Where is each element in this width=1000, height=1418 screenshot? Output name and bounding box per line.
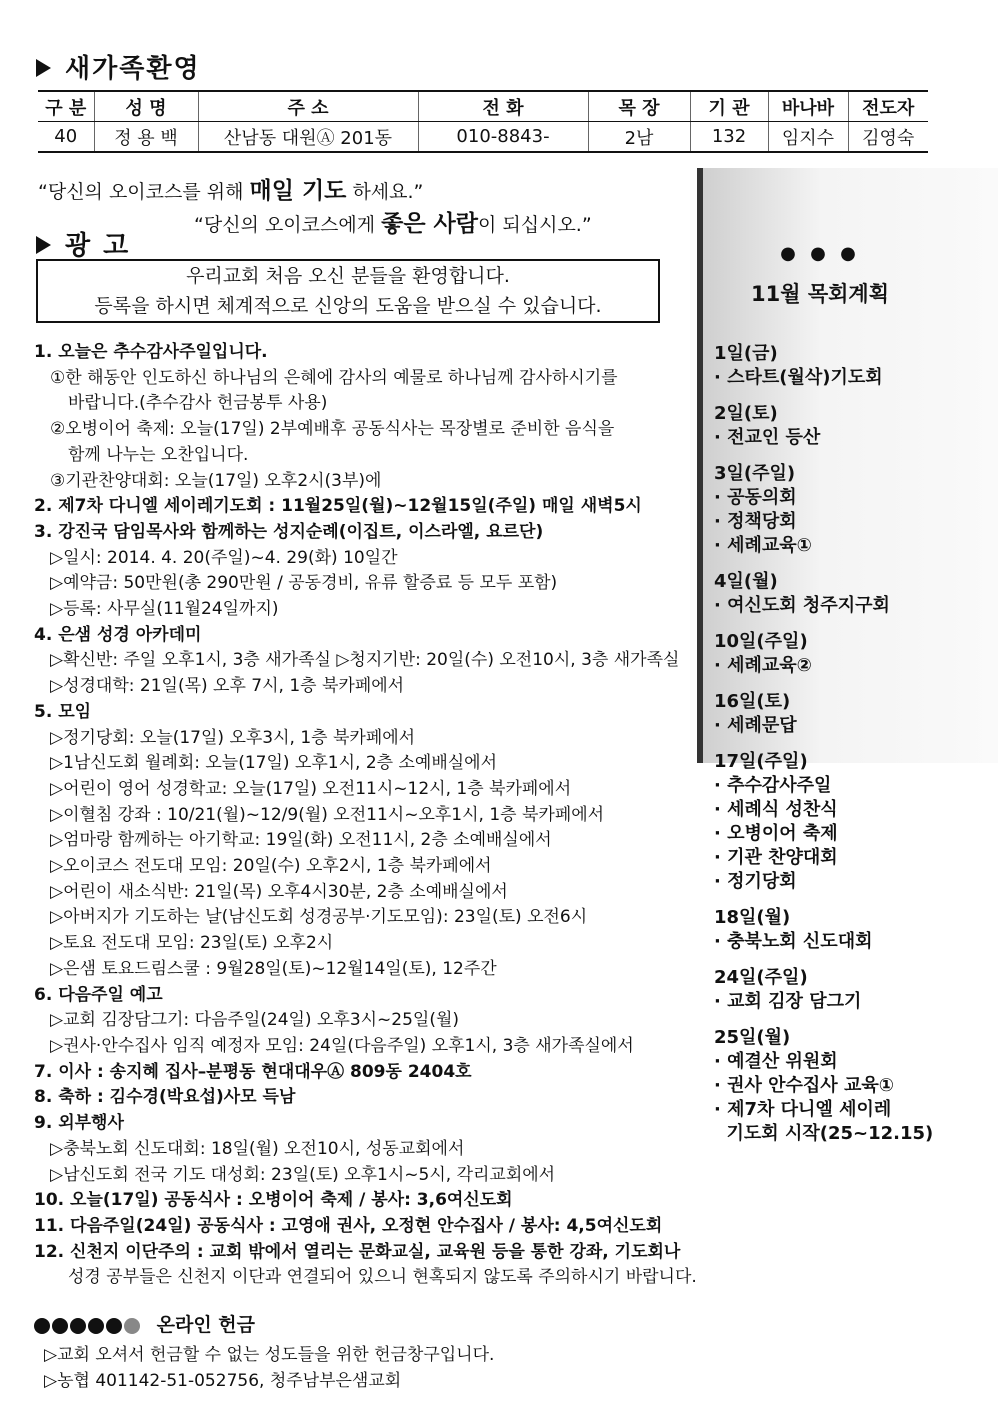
quote-text: 하세요.”	[346, 181, 424, 203]
schedule-event: · 교회 김장 담그기	[714, 991, 862, 1012]
welcome-line: 우리교회 처음 오신 분들을 환영합니다.	[186, 265, 510, 287]
notice-heading: 11. 다음주일(24일) 공동식사 : 고영애 권사, 오정현 안수집사 / 봉사: 4,5여신도회	[34, 1215, 663, 1236]
schedule-date: 1일(금)	[714, 343, 778, 364]
notices-list	[34, 340, 697, 1291]
quote-prayer	[38, 172, 423, 205]
notice-item: ▷어린이 새소식반: 21일(목) 오후4시30분, 2층 소예배실에서	[50, 881, 508, 902]
notice-item: ▷교회 김장담그기: 다음주일(24일) 오후3시~25일(월)	[50, 1010, 460, 1031]
notice-heading: 4. 은샘 성경 아카데미	[34, 624, 202, 645]
schedule-event: · 전교인 등산	[714, 427, 821, 448]
table-cell: 김영숙	[848, 122, 928, 153]
notice-item: ▷오이코스 전도대 모임: 20일(수) 오후2시, 1층 북카페에서	[50, 856, 492, 877]
schedule-date: 17일(주일)	[714, 751, 808, 772]
header-cell: 전도자	[848, 91, 928, 122]
table-cell: 2남	[588, 122, 690, 153]
quote-good-person	[194, 205, 592, 238]
notice-item: ▷남신도회 전국 기도 대성회: 23일(토) 오후1시~5시, 각리교회에서	[50, 1164, 556, 1185]
notice-item: ▷엄마랑 함께하는 아기학교: 19일(화) 오전11시, 2층 소예배실에서	[50, 830, 552, 851]
new-family-table	[38, 90, 928, 153]
schedule-date: 4일(월)	[714, 571, 778, 592]
triangle-bullet-icon	[36, 236, 51, 254]
notice-item: ▷권사·안수집사 임직 예정자 모임: 24일(다음주일) 오후1시, 3층 새가족실에서	[50, 1035, 634, 1056]
online-offering-line: ▷교회 오셔서 헌금할 수 없는 성도들을 위한 헌금창구입니다.	[44, 1345, 495, 1365]
schedule-event: · 정기당회	[714, 871, 797, 892]
online-offering-info	[44, 1342, 494, 1394]
table-cell: 132	[690, 122, 768, 153]
schedule-title: 11월 목회계획	[751, 282, 889, 306]
header-cell: 바나바	[768, 91, 848, 122]
quote-text: “당신의 오이코스에게	[194, 214, 382, 236]
notice-heading: 1. 오늘은 추수감사주일입니다.	[34, 342, 268, 362]
schedule-date: 3일(주일)	[714, 463, 796, 484]
notice-item: 바랍니다.(추수감사 헌금봉투 사용)	[68, 393, 328, 414]
table-header-row	[38, 91, 928, 122]
schedule-event: · 세례문답	[714, 715, 797, 736]
schedule-list	[714, 342, 984, 1146]
header-cell: 목 장	[588, 91, 690, 122]
notice-heading: 3. 강진국 담임목사와 함께하는 성지순례(이집트, 이스라엘, 요르단)	[34, 521, 544, 542]
quote-emphasis: 좋은 사람	[381, 211, 478, 237]
notice-item: ③기관찬양대회: 오늘(17일) 오후2시(3부)에	[50, 470, 382, 491]
new-family-heading	[36, 48, 201, 85]
table-cell: 정 용 백	[94, 122, 198, 153]
new-family-title: 새가족환영	[65, 54, 201, 84]
notice-item: ▷1남신도회 월례회: 오늘(17일) 오후1시, 2층 소예배실에서	[50, 753, 498, 774]
notice-item: ▷정기당회: 오늘(17일) 오후3시, 1층 북카페에서	[50, 727, 416, 748]
notice-heading: 12. 신천지 이단주의 : 교회 밖에서 열리는 문화교실, 교육원 등을 통한 강좌, 기도회나	[34, 1241, 681, 1262]
schedule-event: · 세례교육①	[714, 535, 812, 556]
schedule-event: · 세례식 성찬식	[714, 799, 838, 820]
notice-heading: 10. 오늘(17일) 공동식사 : 오병이어 축제 / 봉사: 3,6여신도회	[34, 1190, 513, 1211]
notice-heading: 6. 다음주일 예고	[34, 984, 163, 1005]
schedule-event: · 권사 안수집사 교육①	[714, 1075, 894, 1096]
notice-item: ▷충북노회 신도대회: 18일(월) 오전10시, 성동교회에서	[50, 1138, 465, 1159]
ads-title: 광 고	[65, 231, 131, 261]
notice-item: ①한 해동안 인도하신 하나님의 은혜에 감사의 예물로 하나님께 감사하시기를	[50, 367, 618, 388]
bank-account-line: ▷농협 401142-51-052756, 청주남부은샘교회	[44, 1371, 402, 1391]
schedule-event: 기도회 시작(25~12.15)	[714, 1123, 934, 1144]
welcome-box	[36, 259, 660, 323]
notice-item: ▷확신반: 주일 오후1시, 3층 새가족실 ▷청지기반: 20일(수) 오전10시, 3층 새가족실	[50, 650, 680, 671]
header-cell: 기 관	[690, 91, 768, 122]
welcome-line: 등록을 하시면 체계적으로 신앙의 도움을 받으실 수 있습니다.	[94, 295, 602, 317]
notice-heading: 9. 외부행사	[34, 1113, 124, 1134]
dots-icon	[34, 1314, 142, 1336]
notice-item: ▷토요 전도대 모임: 23일(토) 오후2시	[50, 933, 334, 954]
notice-item: ▷이혈침 강좌 : 10/21(월)~12/9(월) 오전11시~오후1시, 1층 북카페에서	[50, 804, 605, 825]
schedule-date: 25일(월)	[714, 1027, 791, 1048]
notice-item: 함께 나누는 오찬입니다.	[68, 444, 249, 465]
sidebar-dots: ● ● ●	[780, 243, 860, 264]
online-offering-heading	[34, 1310, 255, 1337]
schedule-event: · 추수감사주일	[714, 775, 832, 796]
notice-heading: 2. 제7차 다니엘 세이레기도회 : 11월25일(월)~12월15일(주일) 매일 새벽5시	[34, 496, 642, 517]
schedule-event: · 오병이어 축제	[714, 823, 838, 844]
quote-emphasis: 매일 기도	[249, 178, 347, 204]
schedule-event: · 정책당회	[714, 511, 797, 532]
schedule-date: 18일(월)	[714, 907, 791, 928]
schedule-event: · 기관 찬양대회	[714, 847, 838, 868]
triangle-bullet-icon	[36, 59, 51, 77]
notice-item: ▷예약금: 50만원(총 290만원 / 공동경비, 유류 할증료 등 모두 포함)	[50, 573, 558, 594]
header-cell: 성 명	[94, 91, 198, 122]
notice-item: ▷성경대학: 21일(목) 오후 7시, 1층 북카페에서	[50, 676, 405, 697]
schedule-event: · 여신도회 청주지구회	[714, 595, 890, 616]
table-cell: 임지수	[768, 122, 848, 153]
table-row	[38, 122, 928, 153]
notice-item: ②오병이어 축제: 오늘(17일) 2부예배후 공동식사는 목장별로 준비한 음식을	[50, 419, 615, 440]
notice-item: 성경 공부들은 신천지 이단과 연결되어 있으니 현혹되지 않도록 주의하시기 바랍니다.	[68, 1267, 697, 1288]
notice-heading: 5. 모임	[34, 701, 92, 722]
schedule-event: · 예결산 위원회	[714, 1051, 838, 1072]
quote-text: “당신의 오이코스를 위해	[38, 181, 250, 203]
notice-item: ▷등록: 사무실(11월24일까지)	[50, 599, 279, 620]
notice-item: ▷은샘 토요드림스쿨 : 9월28일(토)~12월14일(토), 12주간	[50, 958, 497, 979]
table-cell: 40	[38, 122, 94, 153]
notice-item: ▷일시: 2014. 4. 20(주일)~4. 29(화) 10일간	[50, 547, 398, 568]
online-offering-title: 온라인 헌금	[156, 1314, 256, 1336]
schedule-date: 24일(주일)	[714, 967, 808, 988]
schedule-event: · 세례교육②	[714, 655, 812, 676]
notice-item: ▷아버지가 기도하는 날(남신도회 성경공부·기도모임): 23일(토) 오전6시	[50, 907, 588, 928]
notice-item: ▷어린이 영어 성경학교: 오늘(17일) 오전11시~12시, 1층 북카페에서	[50, 778, 572, 799]
schedule-event: · 제7차 다니엘 세이레	[714, 1099, 892, 1120]
notice-heading: 7. 이사 : 송지혜 집사–분평동 현대대우Ⓐ 809동 2404호	[34, 1061, 472, 1082]
schedule-event: · 스타트(월삭)기도회	[714, 367, 883, 388]
quote-text: 이 되십시오.”	[478, 214, 592, 236]
schedule-event: · 공동의회	[714, 487, 797, 508]
schedule-event: · 충북노회 신도대회	[714, 931, 873, 952]
schedule-date: 2일(토)	[714, 403, 778, 424]
table-cell: 010-8843-	[418, 122, 588, 153]
notice-heading: 8. 축하 : 김수경(박요섭)사모 득남	[34, 1087, 296, 1108]
schedule-date: 16일(토)	[714, 691, 791, 712]
header-cell: 구 분	[38, 91, 94, 122]
header-cell: 전 화	[418, 91, 588, 122]
header-cell: 주 소	[198, 91, 418, 122]
schedule-date: 10일(주일)	[714, 631, 808, 652]
ads-heading	[36, 225, 130, 262]
table-cell: 산남동 대원Ⓐ 201동	[198, 122, 418, 153]
